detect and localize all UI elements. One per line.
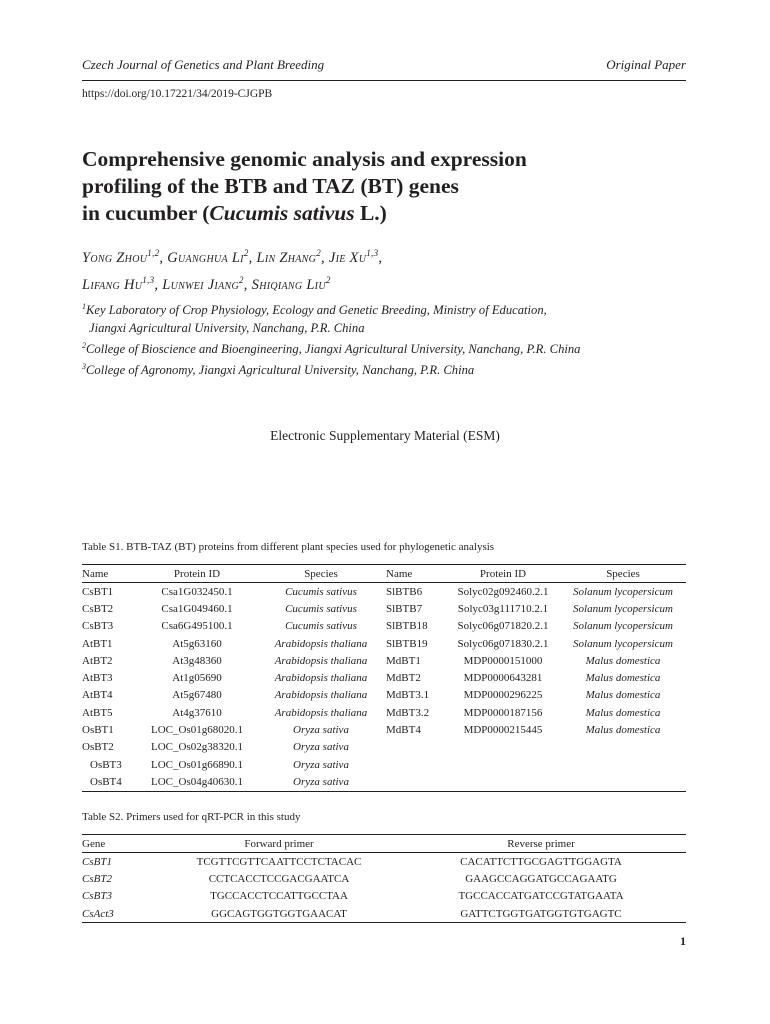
table-cell: Malus domestica — [585, 672, 661, 685]
paper-title — [82, 146, 682, 227]
table-cell: At5g67480 — [172, 689, 222, 702]
table-cell: At1g05690 — [172, 672, 222, 685]
table-row — [82, 583, 686, 601]
table-cell: MDP0000215445 — [463, 724, 543, 737]
table-cell: MDP0000643281 — [463, 672, 543, 685]
table-cell: Solanum lycopersicum — [573, 585, 673, 598]
table-row — [82, 739, 686, 756]
column-header: Forward primer — [162, 835, 396, 853]
table-cell: MdBT2 — [386, 672, 421, 685]
table-cell: Solyc02g092460.2.1 — [457, 585, 549, 598]
table-cell: At5g63160 — [172, 637, 222, 650]
table-cell: GGCAGTGGTGGTGAACAT — [162, 905, 396, 923]
table-cell: Arabidopsis thaliana — [274, 706, 368, 719]
table-cell — [386, 756, 446, 773]
author: Yong Zhou — [82, 249, 148, 266]
table-cell: MdBT3.1 — [386, 689, 430, 702]
table-cell — [446, 773, 560, 791]
table-cell: SlBTB7 — [386, 602, 423, 615]
table-cell — [446, 756, 560, 773]
table-cell: AtBT3 — [82, 672, 113, 685]
table-cell — [560, 756, 686, 773]
table-cell: GAAGCCAGGATGCCAGAATG — [465, 872, 617, 885]
table-cell: Oryza sativa — [293, 741, 349, 754]
esm-heading: Electronic Supplementary Material (ESM) — [270, 428, 500, 443]
table-cell: Arabidopsis thaliana — [274, 637, 368, 650]
table-cell: Arabidopsis thaliana — [274, 689, 368, 702]
table-cell: LOC_Os02g38320.1 — [151, 741, 243, 754]
table-cell: Arabidopsis thaliana — [274, 654, 368, 667]
author: Jie Xu — [328, 249, 367, 266]
title-line-3: in cucumber (Cucumis sativus L.) — [82, 201, 387, 225]
column-header: Name — [386, 565, 446, 583]
column-header: Name — [82, 565, 138, 583]
table-cell: Malus domestica — [585, 689, 661, 702]
title-line-2: profiling of the BTB and TAZ (BT) genes — [82, 174, 459, 198]
title-line-1: Comprehensive genomic analysis and expression — [82, 147, 527, 171]
author: Lin Zhang — [256, 249, 317, 266]
header-rule — [82, 80, 686, 81]
table-cell: SlBTB6 — [386, 585, 423, 598]
table-s2-caption: Table S2. Primers used for qRT-PCR in this study — [82, 811, 301, 823]
table-s1 — [82, 564, 686, 792]
affiliation-3: $^3$College of Agronomy, Jiangxi Agricultural University, Nanchang, P.R. China — [82, 362, 475, 378]
table-cell: Solanum lycopersicum — [573, 637, 673, 650]
table-cell: MdBT4 — [386, 724, 421, 737]
table-cell: Oryza sativa — [293, 758, 349, 771]
table-cell: GATTCTGGTGATGGTGTGAGTC — [396, 905, 686, 923]
table-header-row — [82, 565, 686, 583]
page-number: 1 — [680, 934, 686, 948]
table-row — [82, 756, 686, 773]
table-cell: CsBT3 — [82, 890, 112, 903]
author: Shiqiang Liu — [251, 276, 326, 293]
table-cell: MDP0000187156 — [463, 706, 543, 719]
affiliation-1-cont: Jiangxi Agricultural University, Nanchang, P.R. China — [89, 321, 365, 336]
table-cell — [446, 739, 560, 756]
table-cell: AtBT1 — [82, 637, 113, 650]
table-cell: CACATTCTTGCGAGTTGGAGTA — [460, 855, 622, 868]
table-cell: TCGTTCGTTCAATTCCTCTACAC — [196, 855, 362, 868]
table-cell: Csa6G495100.1 — [161, 620, 233, 633]
column-header: Gene — [82, 835, 162, 853]
table-cell: Cucumis sativus — [285, 602, 357, 615]
table-cell — [386, 739, 446, 756]
table-cell: At4g37610 — [172, 706, 222, 719]
table-row — [82, 773, 686, 791]
column-header: Species — [256, 565, 386, 583]
table-row — [82, 600, 686, 617]
table-row — [82, 652, 686, 669]
table-cell: Malus domestica — [585, 724, 661, 737]
table-row — [82, 669, 686, 686]
table-cell: Oryza sativa — [293, 724, 349, 737]
author: Guanghua Li — [167, 249, 244, 266]
table-cell: LOC_Os01g66890.1 — [151, 758, 243, 771]
column-header: Reverse primer — [396, 835, 686, 853]
author: Lifang Hu — [82, 276, 143, 293]
title-species: Cucumis sativus — [209, 201, 355, 225]
table-cell: CsAct3 — [82, 905, 162, 923]
article-type: Original Paper — [606, 57, 686, 72]
table-s1-caption: Table S1. BTB-TAZ (BT) proteins from different plant species used for phylogenetic analysis — [82, 541, 495, 553]
table-header-row — [82, 835, 686, 853]
table-cell: CCTCACCTCCGACGAATCA — [208, 872, 350, 885]
table-cell: Solanum lycopersicum — [573, 602, 673, 615]
table-row — [82, 888, 686, 905]
table-cell: Solyc03g111710.2.1 — [457, 602, 549, 615]
table-row — [82, 853, 686, 871]
table-cell: MDP0000296225 — [463, 689, 543, 702]
table-cell: Solyc06g071830.2.1 — [457, 637, 549, 650]
table-cell: AtBT5 — [82, 706, 113, 719]
column-header: Protein ID — [138, 565, 256, 583]
table-cell: OsBT2 — [82, 741, 114, 754]
table-row — [82, 721, 686, 738]
table-cell: CsBT2 — [82, 602, 114, 615]
table-cell: Cucumis sativus — [285, 585, 357, 598]
table-cell: MdBT1 — [386, 654, 421, 667]
doi-link[interactable]: https://doi.org/10.17221/34/2019-CJGPB — [82, 88, 273, 100]
table-cell — [560, 739, 686, 756]
table-cell: SlBTB18 — [386, 620, 428, 633]
table-cell: Arabidopsis thaliana — [274, 672, 368, 685]
author: Lunwei Jiang — [162, 276, 239, 293]
table-row — [82, 905, 686, 923]
table-cell: TGCCACCATGATCCGTATGAATA — [458, 890, 624, 903]
table-cell: MDP0000151000 — [463, 654, 543, 667]
table-s2 — [82, 834, 686, 923]
table-cell: OsBT3 — [90, 758, 122, 771]
column-header: Protein ID — [446, 565, 560, 583]
table-cell: AtBT4 — [82, 689, 113, 702]
table-cell: OsBT4 — [82, 773, 138, 791]
table-cell — [560, 773, 686, 791]
table-row — [82, 618, 686, 635]
table-cell: OsBT1 — [82, 724, 114, 737]
author-line-1: Yong Zhou$^{1,2}$, Guanghua Li$^2$, Lin Zhang$^2$, Jie Xu$^{1,3}$, — [82, 248, 383, 266]
journal-name: Czech Journal of Genetics and Plant Breeding — [82, 57, 325, 72]
author-list — [82, 242, 702, 296]
table-cell: Solanum lycopersicum — [573, 620, 673, 633]
table-cell: CsBT2 — [82, 872, 112, 885]
table-cell: CsBT1 — [82, 855, 112, 868]
table-cell: SlBTB19 — [386, 637, 428, 650]
table-cell: Solyc06g071820.2.1 — [457, 620, 549, 633]
table-cell: MdBT3.2 — [386, 706, 430, 719]
table-cell: At3g48360 — [172, 654, 222, 667]
table-cell: LOC_Os01g68020.1 — [151, 724, 243, 737]
table-cell: Oryza sativa — [256, 773, 386, 791]
table-cell: AtBT2 — [82, 654, 113, 667]
author-line-2: Lifang Hu$^{1,3}$, Lunwei Jiang$^2$, Shiqiang Liu$^2$ — [82, 274, 331, 293]
table-cell: CsBT3 — [82, 620, 114, 633]
column-header: Species — [560, 565, 686, 583]
table-cell: Malus domestica — [585, 706, 661, 719]
table-cell: Csa1G032450.1 — [161, 585, 233, 598]
table-row — [82, 870, 686, 887]
table-row — [82, 704, 686, 721]
table-cell — [386, 773, 446, 791]
table-row — [82, 687, 686, 704]
table-cell: Cucumis sativus — [285, 620, 357, 633]
table-cell: CsBT1 — [82, 585, 114, 598]
affiliation-1: $^1$Key Laboratory of Crop Physiology, Ecology and Genetic Breeding, Ministry of Education, — [82, 302, 547, 318]
table-row — [82, 635, 686, 652]
table-cell: Malus domestica — [585, 654, 661, 667]
table-cell: LOC_Os04g40630.1 — [138, 773, 256, 791]
table-cell: Csa1G049460.1 — [161, 602, 233, 615]
affiliation-2: $^2$College of Bioscience and Bioengineering, Jiangxi Agricultural University, Nanchang, P.R. China — [82, 341, 581, 357]
affiliations — [82, 298, 702, 380]
table-cell: TGCCACCTCCATTGCCTAA — [210, 890, 348, 903]
